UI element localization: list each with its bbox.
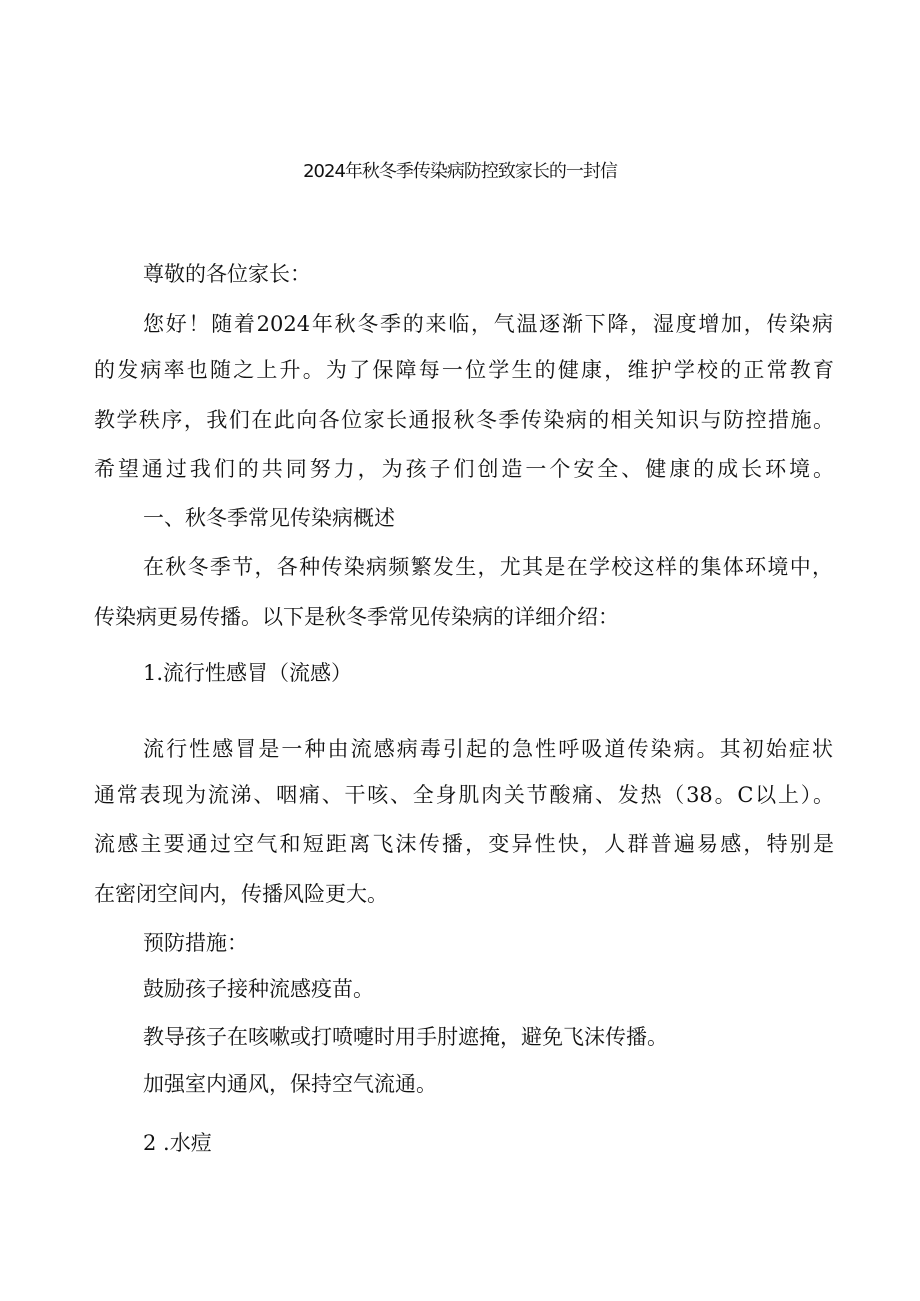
page-title: 2024年秋冬季传染病防控致家长的一封信 [303, 161, 617, 182]
disease1-desc-line-3: 流感主要通过空气和短距离飞沫传播，变异性快，人群普遍易感，特别是 [94, 832, 834, 856]
disease1-desc-line-4: 在密闭空间内，传播风险更大。 [94, 882, 388, 906]
intro-line-1: 您好！随着2024年秋冬季的来临，气温逐渐下降，湿度增加，传染病 [143, 312, 833, 336]
disease2-heading: 2 .水痘 [143, 1131, 212, 1155]
section1-para-line-2: 传染病更易传播。以下是秋冬季常见传染病的详细介绍： [94, 605, 619, 629]
disease1-desc-line-1: 流行性感冒是一种由流感病毒引起的急性呼吸道传染病。其初始症状 [143, 737, 833, 761]
intro-line-4: 希望通过我们的共同努力，为孩子们创造一个安全、健康的成长环境。 [94, 457, 834, 481]
salutation: 尊敬的各位家长： [143, 262, 311, 286]
prevention-measure-1: 鼓励孩子接种流感疫苗。 [143, 977, 374, 1001]
prevention-label: 预防措施： [143, 931, 248, 955]
disease1-desc-line-2: 通常表现为流涕、咽痛、干咳、全身肌肉关节酸痛、发热（38。C以上）。 [94, 783, 834, 807]
intro-line-2: 的发病率也随之上升。为了保障每一位学生的健康，维护学校的正常教育 [94, 358, 834, 382]
prevention-measure-3: 加强室内通风，保持空气流通。 [143, 1072, 437, 1096]
intro-line-3: 教学秩序，我们在此向各位家长通报秋冬季传染病的相关知识与防控措施。 [94, 408, 834, 432]
disease1-heading: 1.流行性感冒（流感） [143, 661, 353, 685]
prevention-measure-2: 教导孩子在咳嗽或打喷嚏时用手肘遮掩，避免飞沫传播。 [143, 1025, 668, 1049]
section1-heading: 一、秋冬季常见传染病概述 [143, 506, 395, 530]
section1-para-line-1: 在秋冬季节，各种传染病频繁发生，尤其是在学校这样的集体环境中， [143, 555, 833, 579]
